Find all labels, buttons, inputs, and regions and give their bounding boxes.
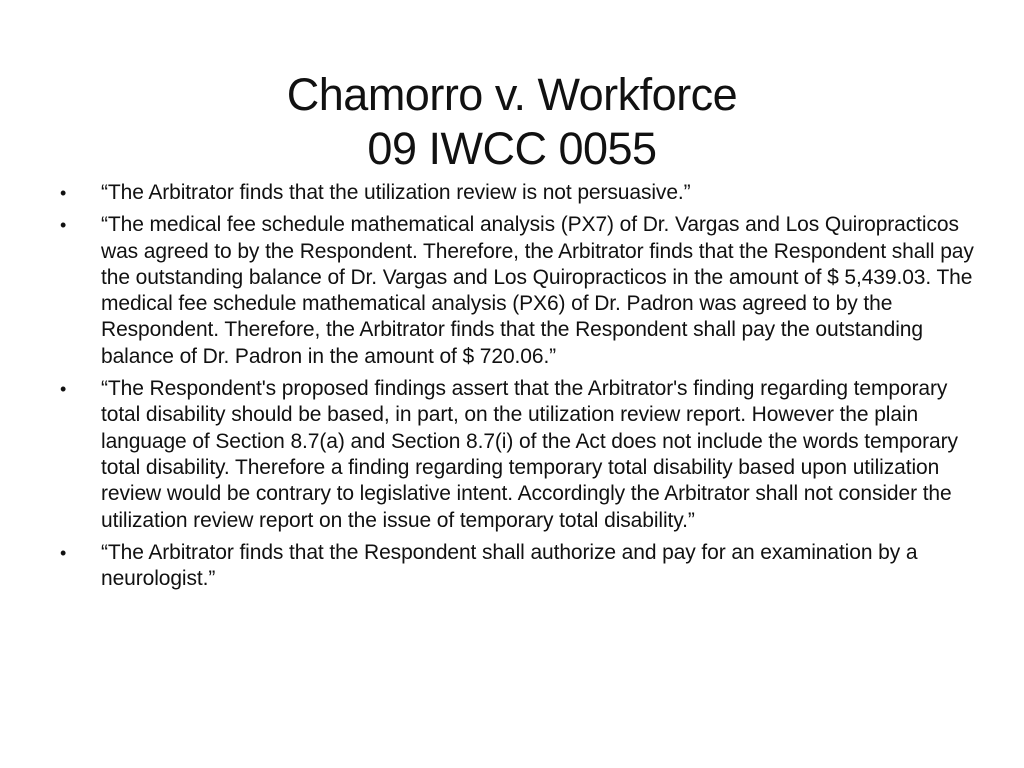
title-line-case-name: Chamorro v. Workforce bbox=[286, 69, 738, 121]
bullet-item bbox=[60, 212, 975, 370]
bullet-text: “The Arbitrator finds that the utilization review is not persuasive.” bbox=[101, 181, 691, 204]
bullet-icon: • bbox=[60, 183, 67, 203]
bullet-list bbox=[60, 180, 975, 598]
bullet-item bbox=[60, 180, 975, 206]
bullet-item bbox=[60, 540, 975, 593]
bullet-icon: • bbox=[60, 542, 67, 563]
bullet-icon: • bbox=[60, 379, 67, 400]
bullet-text: “The medical fee schedule mathematical analysis (PX7) of Dr. Vargas and Los Quiropracticos was agreed to by the Respondent. Therefore, the Arbitrator finds that the Respondent shall pay the outstanding balance of Dr. Vargas and Los Quiropracticos in the amount of $ 5,439.03. The medical fee schedule mathematical analysis (PX6) of Dr. Padron was agreed to by the Respondent. Therefore, the Arbitrator finds that the Respondent shall pay the outstanding balance of Dr. Padron in the amount of $ 720.06.” bbox=[101, 213, 974, 368]
bullet-text: “The Arbitrator finds that the Respondent shall authorize and pay for an examination by a neurologist.” bbox=[101, 540, 918, 591]
bullet-text: “The Respondent's proposed findings assert that the Arbitrator's finding regarding temporary total disability should be based, in part, on the utilization review report. However the plain language of Section 8.7(a) and Section 8.7(i) of the Act does not include the words temporary total disability. Therefore a finding regarding temporary total disability based upon utilization review would be contrary to legislative intent. Accordingly the Arbitrator shall not consider the utilization review report on the issue of temporary total disability.” bbox=[101, 377, 958, 532]
title-line-case-number: 09 IWCC 0055 bbox=[367, 123, 657, 175]
bullet-item bbox=[60, 376, 975, 534]
slide-title bbox=[0, 68, 1024, 176]
bullet-icon: • bbox=[60, 215, 67, 236]
